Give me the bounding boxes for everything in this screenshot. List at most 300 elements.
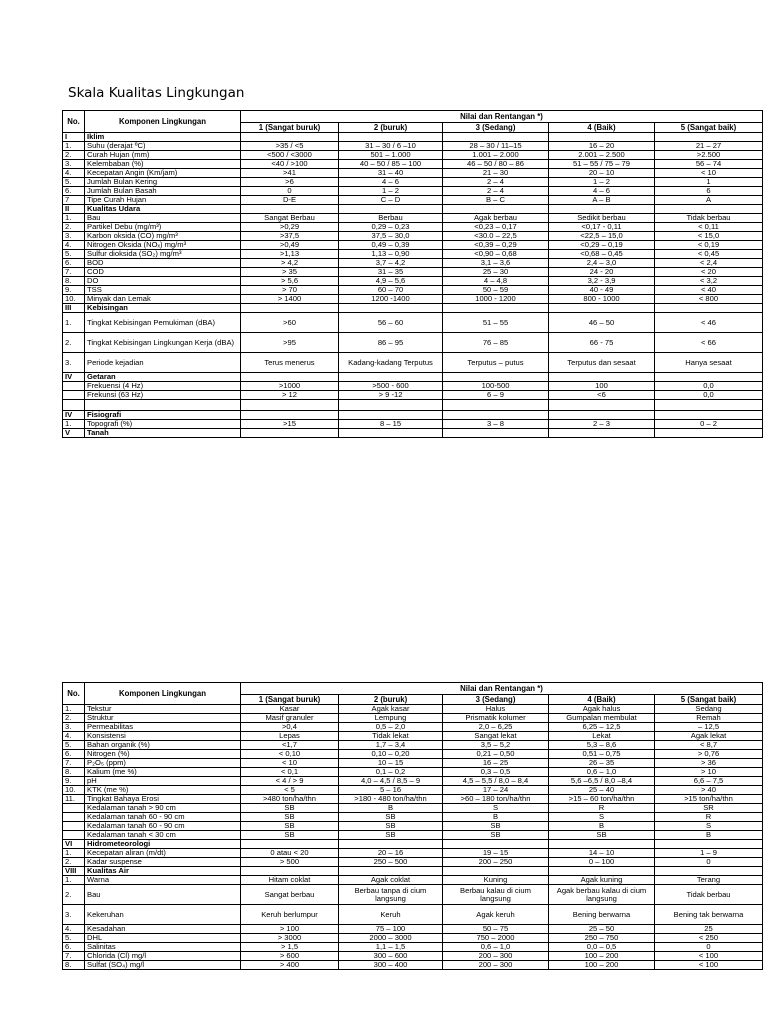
value-cell-level-1: > 400 [241,961,339,970]
row-number: 2. [63,223,85,232]
value-cell-level-5: < 66 [655,333,763,353]
component-name: Konsistensi [85,732,241,741]
row-number: 6. [63,187,85,196]
value-cell-level-5: < 800 [655,295,763,304]
component-name: Partikel Debu (mg/m³) [85,223,241,232]
table-row [63,333,763,353]
table-row [63,160,763,169]
component-name: Frekuensi (4 Hz) [85,382,241,391]
value-cell-level-3: 200 – 250 [443,858,549,867]
value-cell-level-1: >0,4 [241,723,339,732]
value-cell-level-2 [339,429,443,438]
value-cell-level-4 [549,400,655,411]
value-cell-level-2: 3,7 – 4,2 [339,259,443,268]
table-row [63,961,763,970]
table-row [63,178,763,187]
row-number: 10. [63,295,85,304]
value-cell-level-2: SB [339,822,443,831]
quality-scale-table-2 [62,682,763,970]
value-cell-level-2: 56 – 60 [339,313,443,333]
value-cell-level-1: >0,29 [241,223,339,232]
value-cell-level-3: 3,5 – 5,2 [443,741,549,750]
value-cell-level-1: Masif granuler [241,714,339,723]
table-row [63,295,763,304]
value-cell-level-3: 2 – 4 [443,178,549,187]
value-cell-level-5: < 15,0 [655,232,763,241]
value-cell-level-1: >41 [241,169,339,178]
row-number: 1. [63,142,85,151]
value-cell-level-1: > 35 [241,268,339,277]
value-cell-level-1: Lepas [241,732,339,741]
table-row [63,250,763,259]
value-cell-level-1: < 5 [241,786,339,795]
row-number: 2. [63,858,85,867]
value-cell-level-3: 76 – 85 [443,333,549,353]
value-cell-level-3 [443,304,549,313]
component-name: Bau [85,214,241,223]
value-cell-level-1: >35 / <5 [241,142,339,151]
value-cell-level-2: Tidak lekat [339,732,443,741]
value-cell-level-5: < 2,4 [655,259,763,268]
value-cell-level-3: 50 – 75 [443,925,549,934]
value-cell-level-1: D-E [241,196,339,205]
table-row [63,925,763,934]
value-cell-level-2: >500 - 600 [339,382,443,391]
table-row [63,391,763,400]
table-row [63,943,763,952]
row-number: VI [63,840,85,849]
value-cell-level-4: 20 – 10 [549,169,655,178]
row-number: 1. [63,705,85,714]
value-cell-level-3: Agak keruh [443,905,549,925]
row-number: 6. [63,750,85,759]
section-row [63,429,763,438]
component-name: TSS [85,286,241,295]
component-name: KTK (me %) [85,786,241,795]
value-cell-level-4: Agak berbau kalau di cium langsung [549,885,655,905]
value-cell-level-1: > 5,6 [241,277,339,286]
component-name: DHL [85,934,241,943]
value-cell-level-1: SB [241,804,339,813]
table-2-body [63,705,763,970]
value-cell-level-3 [443,867,549,876]
row-number: IV [63,373,85,382]
value-cell-level-1 [241,133,339,142]
table-row [63,804,763,813]
value-cell-level-4: 1 – 2 [549,178,655,187]
row-number: 4. [63,241,85,250]
value-cell-level-4: <0,68 – 0,45 [549,250,655,259]
value-cell-level-3: 3,1 – 3,6 [443,259,549,268]
value-cell-level-4: <6 [549,391,655,400]
value-cell-level-2: 0,5 – 2,0 [339,723,443,732]
component-name: Sulfur dioksida (SO₂) mg/m³ [85,250,241,259]
value-cell-level-2: 8 – 15 [339,420,443,429]
value-cell-level-4 [549,840,655,849]
value-cell-level-2 [339,867,443,876]
row-number [63,813,85,822]
header-level-1: 1 (Sangat buruk) [241,695,339,705]
row-number [63,822,85,831]
value-cell-level-5 [655,840,763,849]
value-cell-level-5: < 0,11 [655,223,763,232]
value-cell-level-4: SB [549,831,655,840]
value-cell-level-5: >2.500 [655,151,763,160]
value-cell-level-4: 0,0 – 0,5 [549,943,655,952]
table-row [63,277,763,286]
section-row [63,205,763,214]
row-number: 9. [63,777,85,786]
table-row [63,705,763,714]
component-name: Tingkat Kebisingan Lingkungan Kerja (dBA) [85,333,241,353]
value-cell-level-1: >0,49 [241,241,339,250]
table-row [63,732,763,741]
header-level-2: 2 (buruk) [339,123,443,133]
value-cell-level-4: 0,51 – 0,75 [549,750,655,759]
value-cell-level-5: R [655,813,763,822]
value-cell-level-5: 21 – 27 [655,142,763,151]
header-no: No. [63,111,85,133]
section-title: Getaran [85,373,241,382]
component-name: P₂O₅ (ppm) [85,759,241,768]
value-cell-level-1: SB [241,813,339,822]
value-cell-level-3: 1.001 – 2.000 [443,151,549,160]
value-cell-level-5: 0 – 2 [655,420,763,429]
value-cell-level-1: >6 [241,178,339,187]
value-cell-level-4: 2 – 3 [549,420,655,429]
page-title: Skala Kualitas Lingkungan [68,85,245,101]
row-number: 4. [63,925,85,934]
section-row [63,304,763,313]
value-cell-level-1: > 12 [241,391,339,400]
value-cell-level-4 [549,411,655,420]
table-row [63,286,763,295]
table-row [63,259,763,268]
value-cell-level-2: 1 – 2 [339,187,443,196]
value-cell-level-3: 28 – 30 / 11–15 [443,142,549,151]
value-cell-level-1: < 10 [241,759,339,768]
table-row [63,768,763,777]
value-cell-level-5: > 40 [655,786,763,795]
row-number: 7. [63,759,85,768]
row-number: 5. [63,741,85,750]
value-cell-level-2: C – D [339,196,443,205]
row-number: 6. [63,259,85,268]
value-cell-level-3: >60 – 180 ton/ha/thn [443,795,549,804]
component-name: Topografi (%) [85,420,241,429]
row-number: VIII [63,867,85,876]
value-cell-level-2: 1200 -1400 [339,295,443,304]
value-cell-level-2: 4 – 6 [339,178,443,187]
component-name: Frekunsi (63 Hz) [85,391,241,400]
header-level-2: 2 (buruk) [339,695,443,705]
value-cell-level-1: > 600 [241,952,339,961]
value-cell-level-2: Keruh [339,905,443,925]
value-cell-level-3: 0,6 – 1,0 [443,943,549,952]
table-row [63,952,763,961]
component-name: Jumlah Bulan Basah [85,187,241,196]
row-number: 5. [63,250,85,259]
value-cell-level-2: SB [339,813,443,822]
value-cell-level-4: Agak kuning [549,876,655,885]
table-row [63,777,763,786]
value-cell-level-1: >1000 [241,382,339,391]
value-cell-level-2: 31 – 35 [339,268,443,277]
value-cell-level-4: 2,4 – 3,0 [549,259,655,268]
header-level-4: 4 (Baik) [549,695,655,705]
value-cell-level-2: 300 – 400 [339,961,443,970]
value-cell-level-5: < 100 [655,952,763,961]
section-title: Iklim [85,133,241,142]
value-cell-level-3: 46 – 50 / 80 – 86 [443,160,549,169]
value-cell-level-1: < 0,10 [241,750,339,759]
value-cell-level-4: 6,25 – 12,5 [549,723,655,732]
row-number: 3. [63,353,85,373]
value-cell-level-2: 1,1 – 1,5 [339,943,443,952]
value-cell-level-3 [443,840,549,849]
row-number: 4. [63,169,85,178]
value-cell-level-3: B [443,813,549,822]
row-number: 3. [63,160,85,169]
value-cell-level-4: 25 – 50 [549,925,655,934]
component-name: Warna [85,876,241,885]
table-row [63,822,763,831]
row-number: 2. [63,885,85,905]
value-cell-level-1: < 0,1 [241,768,339,777]
value-cell-level-4: 2.001 – 2.500 [549,151,655,160]
component-name: Struktur [85,714,241,723]
row-number [63,831,85,840]
table-row [63,142,763,151]
row-number: 7 [63,196,85,205]
header-level-5: 5 (Sangat baik) [655,695,763,705]
row-number: 8. [63,961,85,970]
value-cell-level-5: > 0,76 [655,750,763,759]
component-name: Kekeruhan [85,905,241,925]
component-name: Tingkat Kebisingan Pemukiman (dBA) [85,313,241,333]
value-cell-level-1 [241,840,339,849]
value-cell-level-3: 25 – 30 [443,268,549,277]
value-cell-level-3: Agak berbau [443,214,549,223]
value-cell-level-1 [241,373,339,382]
table-row [63,187,763,196]
row-number: 5. [63,934,85,943]
value-cell-level-2: 40 – 50 / 85 – 100 [339,160,443,169]
value-cell-level-2: 0,29 – 0,23 [339,223,443,232]
value-cell-level-4: 4 – 6 [549,187,655,196]
value-cell-level-2: 0,49 – 0,39 [339,241,443,250]
row-number: II [63,205,85,214]
row-number: V [63,429,85,438]
value-cell-level-1: Sangat Berbau [241,214,339,223]
value-cell-level-4 [549,304,655,313]
value-cell-level-2: 37,5 – 30,0 [339,232,443,241]
value-cell-level-3: 21 – 30 [443,169,549,178]
component-name: Tipe Curah Hujan [85,196,241,205]
row-number: 3. [63,232,85,241]
value-cell-level-4: Terputus dan sesaat [549,353,655,373]
component-name: Nitrogen (%) [85,750,241,759]
value-cell-level-3: SB [443,831,549,840]
value-cell-level-2: 31 – 30 / 6 –10 [339,142,443,151]
section-row [63,133,763,142]
value-cell-level-3: <0,23 – 0,17 [443,223,549,232]
value-cell-level-2: SB [339,831,443,840]
component-name: Kedalaman tanah > 90 cm [85,804,241,813]
value-cell-level-5 [655,429,763,438]
table-row [63,723,763,732]
value-cell-level-3: 2 – 4 [443,187,549,196]
component-name: Tingkat Bahaya Erosi [85,795,241,804]
component-name: Kalium (me %) [85,768,241,777]
value-cell-level-4: 0 – 100 [549,858,655,867]
value-cell-level-1: 0 atau < 20 [241,849,339,858]
row-number: 1. [63,313,85,333]
component-name: Bau [85,885,241,905]
value-cell-level-5: Hanya sesaat [655,353,763,373]
section-row [63,411,763,420]
value-cell-level-4: Lekat [549,732,655,741]
row-number: 7. [63,952,85,961]
value-cell-level-1: > 1400 [241,295,339,304]
value-cell-level-5: Bening tak berwarna [655,905,763,925]
table-row [63,232,763,241]
value-cell-level-4: 800 - 1000 [549,295,655,304]
value-cell-level-2: 0,1 – 0,2 [339,768,443,777]
value-cell-level-5 [655,133,763,142]
value-cell-level-3: Sangat lekat [443,732,549,741]
value-cell-level-5: 6,6 – 7,5 [655,777,763,786]
value-cell-level-1: > 4,2 [241,259,339,268]
value-cell-level-1: >1,13 [241,250,339,259]
value-cell-level-3: 200 – 300 [443,961,549,970]
value-cell-level-4: 14 – 10 [549,849,655,858]
value-cell-level-3: 50 – 59 [443,286,549,295]
component-name: Jumlah Bulan Kering [85,178,241,187]
value-cell-level-3: 19 – 15 [443,849,549,858]
value-cell-level-5: Remah [655,714,763,723]
value-cell-level-4: R [549,804,655,813]
value-cell-level-4: <0,29 – 0,19 [549,241,655,250]
value-cell-level-3 [443,205,549,214]
value-cell-level-2 [339,411,443,420]
row-number: 2. [63,333,85,353]
section-title: Kebisingan [85,304,241,313]
component-name: Bahan organik (%) [85,741,241,750]
value-cell-level-1: > 3000 [241,934,339,943]
value-cell-level-5: 0,0 [655,391,763,400]
component-name: Karbon oksida (CO) mg/m³ [85,232,241,241]
component-name: BOD [85,259,241,268]
value-cell-level-1: >480 ton/ha/thn [241,795,339,804]
header-level-3: 3 (Sedang) [443,123,549,133]
value-cell-level-4: Gumpalan membulat [549,714,655,723]
value-cell-level-1 [241,411,339,420]
value-cell-level-4 [549,205,655,214]
value-cell-level-3: Prismatik kolumer [443,714,549,723]
header-nilai: Nilai dan Rentangan *) [241,111,763,123]
component-name: Chlorida (Cl) mg/l [85,952,241,961]
component-name: Kedalaman tanah 60 - 90 cm [85,813,241,822]
value-cell-level-3: 17 – 24 [443,786,549,795]
table-row [63,795,763,804]
value-cell-level-4: 25 – 40 [549,786,655,795]
row-number: 3. [63,905,85,925]
value-cell-level-5: Tidak berbau [655,214,763,223]
value-cell-level-1: <40 / >100 [241,160,339,169]
value-cell-level-2 [339,400,443,411]
value-cell-level-5 [655,205,763,214]
value-cell-level-3 [443,411,549,420]
value-cell-level-2: 501 – 1.000 [339,151,443,160]
value-cell-level-3: Berbau kalau di cium langsung [443,885,549,905]
value-cell-level-5 [655,400,763,411]
value-cell-level-2: > 9 -12 [339,391,443,400]
value-cell-level-5: Sedang [655,705,763,714]
value-cell-level-4: 5,3 – 8,6 [549,741,655,750]
value-cell-level-5: 1 – 9 [655,849,763,858]
value-cell-level-3: 1000 - 1200 [443,295,549,304]
value-cell-level-2 [339,304,443,313]
value-cell-level-5: 6 [655,187,763,196]
value-cell-level-4: >15 – 60 ton/ha/thn [549,795,655,804]
table-row [63,831,763,840]
value-cell-level-5: >15 ton/ha/thn [655,795,763,804]
header-no: No. [63,683,85,705]
row-number: 1. [63,214,85,223]
value-cell-level-1: SB [241,822,339,831]
value-cell-level-2: Kadang-kadang Terputus [339,353,443,373]
value-cell-level-5: Tidak berbau [655,885,763,905]
header-nilai: Nilai dan Rentangan *) [241,683,763,695]
value-cell-level-4: 66 - 75 [549,333,655,353]
value-cell-level-5: > 10 [655,768,763,777]
value-cell-level-5: 0,0 [655,382,763,391]
component-name: Kecepatan aliran (m/dt) [85,849,241,858]
component-name: COD [85,268,241,277]
row-number: III [63,304,85,313]
value-cell-level-2: Agak kasar [339,705,443,714]
value-cell-level-4 [549,867,655,876]
row-number: 1. [63,876,85,885]
value-cell-level-2: 300 – 600 [339,952,443,961]
value-cell-level-3: Kuning [443,876,549,885]
value-cell-level-5: 1 [655,178,763,187]
header-level-1: 1 (Sangat buruk) [241,123,339,133]
table-row [63,223,763,232]
value-cell-level-5: < 250 [655,934,763,943]
value-cell-level-2: Lempung [339,714,443,723]
value-cell-level-3: SB [443,822,549,831]
value-cell-level-1: < 4 / > 9 [241,777,339,786]
value-cell-level-5: < 3,2 [655,277,763,286]
value-cell-level-1: Sangat berbau [241,885,339,905]
value-cell-level-3: 100-500 [443,382,549,391]
component-name: Kelembaban (%) [85,160,241,169]
value-cell-level-3: <30.0 – 22,5 [443,232,549,241]
value-cell-level-3: <0,90 – 0,68 [443,250,549,259]
value-cell-level-3: 3 – 8 [443,420,549,429]
value-cell-level-4 [549,133,655,142]
value-cell-level-4 [549,429,655,438]
value-cell-level-3: 2,0 – 6,25 [443,723,549,732]
table-row [63,196,763,205]
value-cell-level-2: 1,7 – 3,4 [339,741,443,750]
table-row [63,420,763,429]
row-number: 2. [63,714,85,723]
row-number: 7. [63,268,85,277]
value-cell-level-1: >37,5 [241,232,339,241]
